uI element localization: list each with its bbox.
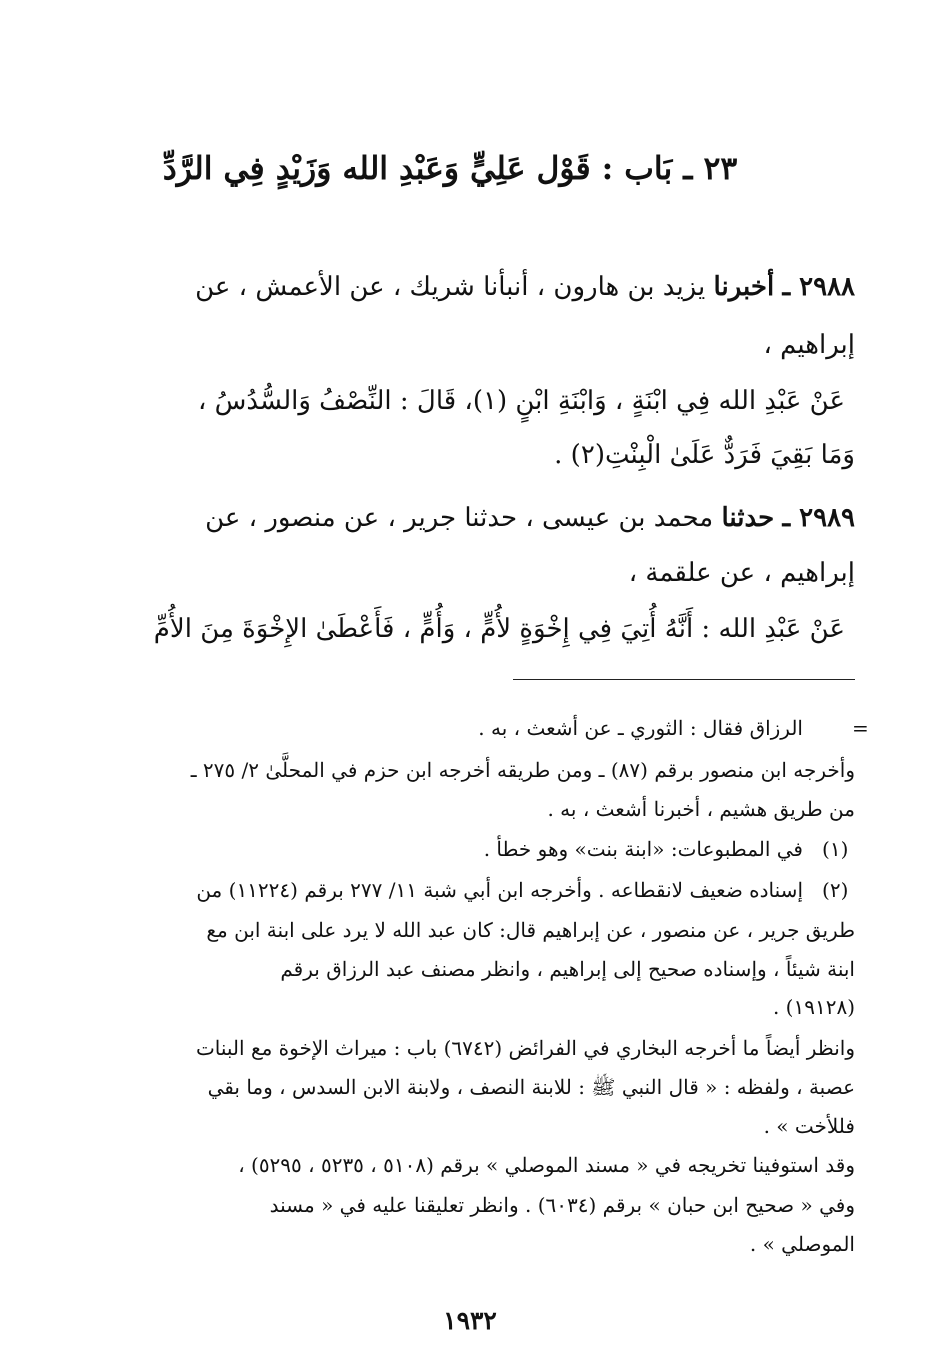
- hadith-number: ٢٩٨٨ ـ: [782, 272, 855, 302]
- footnote-1-marker: (١): [822, 837, 849, 861]
- footnote-continuation-line: وأخرجه ابن منصور برقم (٨٧) ـ ومن طريقه أخرجه ابن حزم في المحلَّىٰ ٢/ ٢٧٥ ـ: [190, 758, 855, 782]
- footnote-2-line: إسناده ضعيف لانقطاعه . وأخرجه ابن أبي شبة ١١/ ٢٧٧ برقم (١١٢٢٤) من: [196, 878, 803, 902]
- hadith-2988-text-line-1: عَنْ عَبْدِ الله فِي ابْنَةٍ ، وَابْنَةِ ابْنٍ (١)، قَالَ : النِّصْفُ وَالسُّدُسُ ،: [197, 386, 845, 416]
- hadith-number: ٢٩٨٩ ـ: [782, 503, 855, 533]
- hadith-2988-chain-line-2: إبراهيم ،: [763, 330, 855, 360]
- chain-text: يزيد بن هارون ، أنبأنا شريك ، عن الأعمش ، عن: [195, 272, 706, 302]
- narrator-word: حدثنا: [721, 503, 775, 533]
- footnote-2-line: طريق جرير ، عن منصور ، عن إبراهيم قال: كان عبد الله لا يرد على ابنة ابن مع: [206, 918, 855, 942]
- footnote-2-line: وفي « صحيح ابن حبان » برقم (٦٠٣٤) . وانظر تعليقنا عليه في « مسند: [269, 1193, 855, 1217]
- footnote-separator: [513, 679, 855, 680]
- page-number: ١٩٣٢: [443, 1306, 497, 1335]
- chain-text: محمد بن عيسى ، حدثنا جرير ، عن منصور ، عن: [205, 503, 714, 533]
- footnote-2-line: فللأخت » .: [763, 1114, 855, 1138]
- footnote-continuation-line: من طريق هشيم ، أخبرنا أشعث ، به .: [547, 797, 855, 821]
- footnote-2-line: الموصلي » .: [749, 1232, 855, 1256]
- footnote-2-line: (١٩١٢٨) .: [772, 995, 855, 1019]
- footnote-2-line: وقد استوفينا تخريجه في « مسند الموصلي » برقم (٥١٠٨ ، ٥٢٣٥ ، ٥٢٩٥) ،: [238, 1153, 855, 1177]
- narrator-word: أخبرنا: [713, 272, 775, 302]
- footnote-2-line: عصبة ، ولفظه : « قال النبي ﷺ : للابنة النصف ، ولابنة الابن السدس ، وما بقي: [207, 1075, 855, 1099]
- hadith-2989-chain-line-2: إبراهيم ، عن علقمة ،: [628, 558, 855, 588]
- footnote-2-marker: (٢): [822, 878, 849, 902]
- chapter-title: ٢٣ ـ بَاب : قَوْل عَلِيٍّ وَعَبْدِ الله وَزَيْدٍ فِي الرَّدِّ: [162, 150, 738, 187]
- hadith-2988-text-line-2: وَمَا بَقِيَ فَرَدٌّ عَلَىٰ الْبِنْتِ(٢) .: [554, 440, 855, 470]
- footnote-1-text: في المطبوعات: «ابنة بنت» وهو خطأ .: [483, 837, 803, 861]
- footnote-continuation-line: الرزاق فقال : الثوري ـ عن أشعث ، به .: [478, 716, 803, 740]
- footnote-2-line: وانظر أيضاً ما أخرجه البخاري في الفرائض (٦٧٤٢) باب : ميراث الإخوة مع البنات: [195, 1036, 855, 1060]
- hadith-2989-chain-line-1: [75, 503, 855, 533]
- footnote-2-line: ابنة شيئاً ، وإسناده صحيح إلى إبراهيم ، وانظر مصنف عبد الرزاق برقم: [280, 957, 855, 981]
- footnote-continuation-marker: =: [852, 716, 869, 740]
- hadith-2988-chain-line-1: [75, 272, 855, 302]
- hadith-2989-text-line-1: عَنْ عَبْدِ الله : أَنَّهُ أُتِيَ فِي إِخْوَةٍ لأُمٍّ ، وَأُمٍّ ، فَأَعْطَىٰ الإِخْوَةَ مِنَ الأُمِّ: [153, 614, 845, 644]
